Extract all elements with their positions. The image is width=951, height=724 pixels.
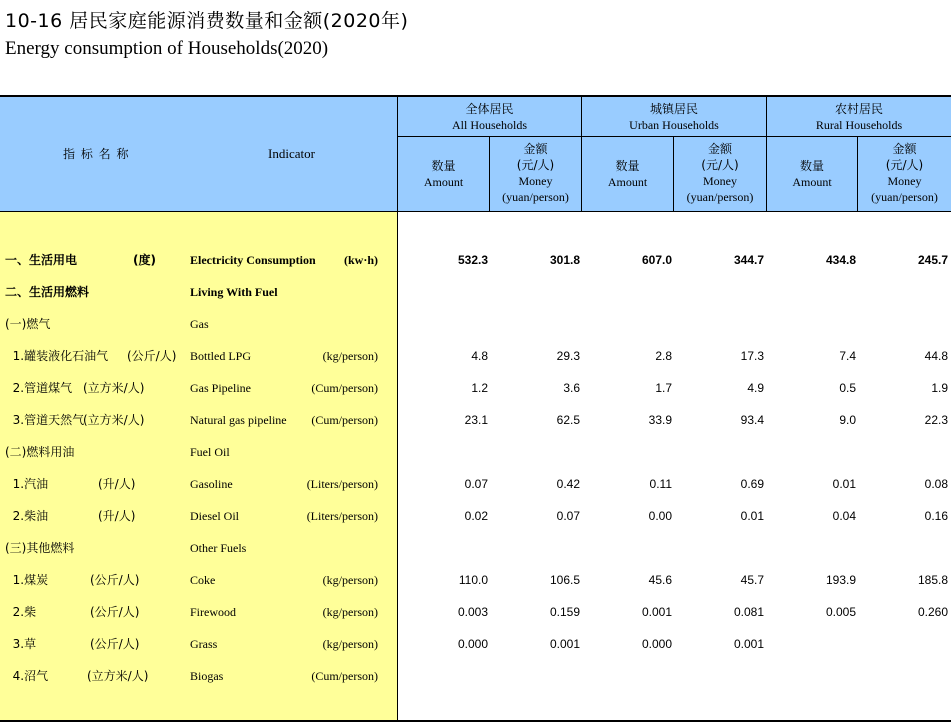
money-unit-en: (yuan/person): [871, 190, 938, 204]
table-header-rule: [0, 211, 951, 212]
money-unit-cn: (元/人): [516, 158, 555, 172]
cell-value: 45.7: [740, 573, 764, 587]
cell-value: 193.9: [825, 573, 856, 587]
row-label-cn: 一、生活用电: [5, 253, 78, 267]
money-unit-en: (yuan/person): [686, 190, 754, 204]
row-label-cn: 4.沼气: [5, 669, 49, 683]
cell-value: 532.3: [457, 253, 488, 267]
row-unit-cn: (立方米/人): [87, 669, 149, 683]
row-unit-cn: (升/人): [98, 477, 136, 491]
group-header-all: [398, 101, 581, 133]
group-header-rural-en: Rural Households: [815, 118, 903, 132]
cell-value: 44.8: [924, 349, 948, 363]
cell-value: 0.07: [556, 509, 580, 523]
row-label-en: Diesel Oil: [190, 509, 239, 523]
money-label-en: Money: [887, 174, 922, 188]
subheader-money-all: [490, 141, 581, 205]
row-unit-cn: (立方米/人): [83, 413, 145, 427]
row-label-cn: 1.煤炭: [5, 573, 49, 587]
cell-value: 1.2: [471, 381, 488, 395]
row-unit-cn: (公斤/人): [90, 637, 140, 651]
row-unit-en: (Cum/person): [311, 669, 378, 683]
money-unit-cn: (元/人): [885, 158, 924, 172]
cell-value: 0.07: [464, 477, 488, 491]
cell-value: 29.3: [556, 349, 580, 363]
row-unit-cn: (公斤/人): [90, 605, 140, 619]
group-header-rural-cn: 农村居民: [834, 102, 883, 116]
amount-label-en: Amount: [792, 175, 832, 189]
cell-value: 0.16: [924, 509, 948, 523]
row-label-en: Other Fuels: [190, 541, 247, 555]
cell-value: 17.3: [740, 349, 764, 363]
indicator-header-en: Indicator: [268, 146, 315, 161]
row-label-en: Fuel Oil: [190, 445, 230, 459]
row-unit-en: (Liters/person): [306, 477, 378, 491]
row-unit-en: (kg/person): [322, 349, 378, 363]
cell-value: 4.9: [747, 381, 764, 395]
cell-value: 33.9: [648, 413, 672, 427]
row-label-en: Natural gas pipeline: [190, 413, 287, 427]
row-unit-en: (Cum/person): [311, 413, 378, 427]
cell-value: 344.7: [733, 253, 764, 267]
group-header-urban: [582, 101, 766, 133]
group-header-urban-cn: 城镇居民: [649, 102, 698, 116]
row-label-cn: 3.管道天然气: [5, 413, 85, 427]
group-header-rural: [767, 101, 951, 133]
money-label-cn: 金额: [892, 142, 917, 156]
amount-label-cn: 数量: [799, 159, 824, 173]
row-label-en: Gas Pipeline: [190, 381, 251, 395]
row-label-en: Coke: [190, 573, 216, 587]
cell-value: 0.003: [457, 605, 488, 619]
cell-value: 23.1: [464, 413, 488, 427]
cell-value: 245.7: [917, 253, 948, 267]
cell-value: 2.8: [655, 349, 672, 363]
cell-value: 434.8: [825, 253, 856, 267]
row-label-cn: 2.柴油: [5, 509, 49, 523]
cell-value: 3.6: [563, 381, 580, 395]
row-unit-en: (Cum/person): [311, 381, 378, 395]
cell-value: 62.5: [556, 413, 580, 427]
cell-value: 0.42: [556, 477, 580, 491]
cell-value: 301.8: [549, 253, 580, 267]
row-label-cn: 1.罐装液化石油气: [5, 349, 109, 363]
amount-label-cn: 数量: [615, 159, 640, 173]
cell-value: 0.081: [733, 605, 764, 619]
group-header-all-en: All Households: [452, 118, 527, 132]
cell-value: 0.00: [648, 509, 672, 523]
group-header-rule: [397, 136, 951, 137]
cell-value: 0.001: [733, 637, 764, 651]
cell-value: 0.01: [740, 509, 764, 523]
cell-value: 0.000: [641, 637, 672, 651]
row-unit-en: (kw·h): [343, 253, 378, 267]
group-header-urban-en: Urban Households: [629, 118, 719, 132]
subheader-money-rural: [858, 141, 951, 205]
table-bottom-rule: [0, 720, 951, 722]
cell-value: 0.005: [825, 605, 856, 619]
amount-label-en: Amount: [607, 175, 648, 189]
subheader-amount-urban: [582, 158, 673, 190]
page-title-cn: 10-16 居民家庭能源消费数量和金额(2020年): [5, 10, 409, 32]
cell-value: 106.5: [549, 573, 580, 587]
row-unit-cn: (公斤/人): [90, 573, 140, 587]
money-label-cn: 金额: [707, 142, 732, 156]
row-label-cn: 2.管道煤气: [5, 381, 73, 395]
row-unit-en: (kg/person): [322, 605, 378, 619]
cell-value: 0.02: [464, 509, 488, 523]
row-unit-en: (kg/person): [322, 573, 378, 587]
money-label-en: Money: [703, 174, 737, 188]
indicator-header-cn: 指 标 名 称: [63, 147, 130, 161]
cell-value: 110.0: [458, 573, 488, 587]
money-unit-cn: (元/人): [701, 158, 739, 172]
money-label-cn: 金额: [523, 142, 548, 156]
page-title-en: Energy consumption of Households(2020): [5, 38, 329, 59]
table-top-rule: [0, 95, 951, 97]
row-label-en: Electricity Consumption: [190, 253, 316, 267]
row-label-en: Biogas: [190, 669, 224, 683]
row-label-en: Bottled LPG: [190, 349, 252, 363]
row-label-en: Grass: [190, 637, 218, 651]
row-label-cn: 2.柴: [5, 605, 37, 619]
cell-value: 0.260: [917, 605, 948, 619]
cell-value: 7.4: [839, 349, 856, 363]
cell-value: 22.3: [924, 413, 948, 427]
row-label-cn: (三)其他燃料: [5, 541, 75, 555]
cell-value: 0.04: [832, 509, 856, 523]
row-unit-en: (Liters/person): [306, 509, 378, 523]
cell-value: 185.8: [917, 573, 948, 587]
row-label-cn: (一)燃气: [5, 317, 51, 331]
row-label-en: Living With Fuel: [190, 285, 278, 299]
cell-value: 0.11: [649, 477, 672, 491]
row-unit-en: (kg/person): [322, 637, 378, 651]
amount-label-cn: 数量: [431, 159, 456, 173]
cell-value: 0.08: [924, 477, 948, 491]
cell-value: 45.6: [648, 573, 672, 587]
subheader-amount-all: [398, 158, 489, 190]
cell-value: 0.001: [641, 605, 672, 619]
cell-value: 1.9: [931, 381, 948, 395]
subheader-money-urban: [674, 141, 766, 205]
row-label-cn: 1.汽油: [5, 477, 49, 491]
money-label-en: Money: [518, 174, 553, 188]
subheader-amount-rural: [767, 158, 857, 190]
cell-value: 0.5: [839, 381, 856, 395]
row-label-cn: 二、生活用燃料: [5, 285, 90, 299]
cell-value: 1.7: [655, 381, 672, 395]
cell-value: 0.159: [549, 605, 580, 619]
cell-value: 4.8: [471, 349, 488, 363]
cell-value: 607.0: [641, 253, 672, 267]
group-header-all-cn: 全体居民: [465, 102, 514, 116]
cell-value: 0.001: [549, 637, 580, 651]
row-unit-cn: (度): [133, 253, 156, 267]
cell-value: 9.0: [839, 413, 856, 427]
cell-value: 93.4: [740, 413, 764, 427]
cell-value: 0.69: [740, 477, 764, 491]
row-unit-cn: (升/人): [98, 509, 136, 523]
row-label-en: Gas: [190, 317, 209, 331]
row-label-cn: 3.草: [5, 637, 37, 651]
row-label-cn: (二)燃料用油: [5, 445, 75, 459]
amount-label-en: Amount: [423, 175, 464, 189]
row-unit-cn: (公斤/人): [127, 349, 177, 363]
row-label-en: Firewood: [190, 605, 236, 619]
cell-value: 0.000: [457, 637, 488, 651]
money-unit-en: (yuan/person): [502, 190, 569, 204]
cell-value: 0.01: [832, 477, 856, 491]
row-unit-cn: (立方米/人): [83, 381, 145, 395]
row-label-en: Gasoline: [190, 477, 233, 491]
